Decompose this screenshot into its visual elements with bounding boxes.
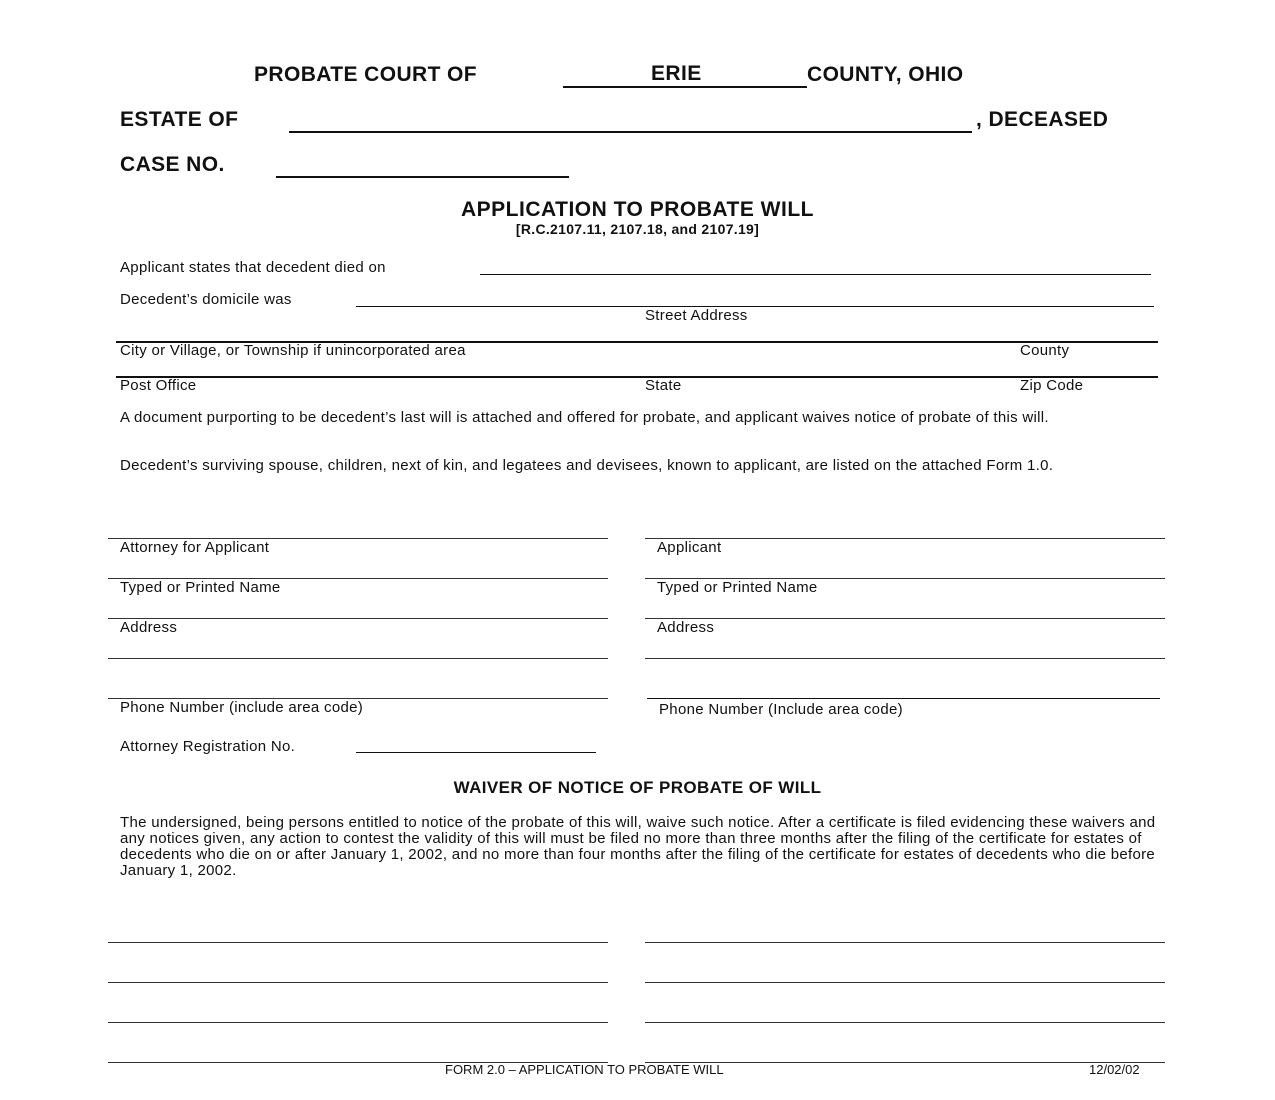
waiver-paragraph: The undersigned, being persons entitled to notice of the probate of this will, waive such notice. After a certificate is filed evidencing these waivers and any notices given, any action to contest the validity of this will must be filed no more than three months after the filing of the certificate for estates of decedents who die on or after January 1, 2002, and no more than four months after the filing of the certificate for estates of decedents who die before January 1, 2002. <box>120 814 1156 879</box>
domicile-field[interactable] <box>356 306 1154 307</box>
applicant-phone-line[interactable] <box>647 698 1160 699</box>
case-label: CASE NO. <box>120 153 225 176</box>
attorney-address-label: Address <box>120 619 178 636</box>
waiver-signature-line[interactable] <box>108 942 608 943</box>
attorney-phone-label: Phone Number (include area code) <box>120 699 364 716</box>
waiver-signature-line[interactable] <box>108 1022 608 1023</box>
waiver-heading: WAIVER OF NOTICE OF PROBATE OF WILL <box>453 778 822 797</box>
applicant-address-line-2[interactable] <box>645 658 1165 659</box>
waiver-signature-line[interactable] <box>108 982 608 983</box>
applicant-name-label: Typed or Printed Name <box>657 579 818 596</box>
postal-field[interactable] <box>116 376 1158 378</box>
applicant-phone-label: Phone Number (Include area code) <box>659 701 903 718</box>
registration-label: Attorney Registration No. <box>120 738 296 755</box>
waiver-signature-line[interactable] <box>645 1022 1165 1023</box>
court-prefix: PROBATE COURT OF <box>254 63 478 86</box>
court-suffix: COUNTY, OHIO <box>807 63 964 86</box>
domicile-label: Decedent’s domicile was <box>120 291 292 308</box>
form-date: 12/02/02 <box>1089 1062 1140 1077</box>
city-caption: City or Village, or Township if unincorporated area <box>120 342 466 359</box>
applicant-address-line[interactable] <box>645 618 1165 619</box>
attorney-address-line-2[interactable] <box>108 658 608 659</box>
applicant-label: Applicant <box>657 539 722 556</box>
survivors-paragraph: Decedent’s surviving spouse, children, next of kin, and legatees and devisees, known to applicant, are listed on the attached Form 1.0. <box>120 457 1054 474</box>
registration-field[interactable] <box>356 752 596 753</box>
case-number-field[interactable] <box>276 153 569 178</box>
street-caption: Street Address <box>645 307 748 324</box>
page-title: APPLICATION TO PROBATE WILL <box>461 198 814 221</box>
offer-paragraph: A document purporting to be decedent’s last will is attached and offered for probate, and applicant waives notice of probate of this will. <box>120 409 1049 426</box>
died-on-label: Applicant states that decedent died on <box>120 259 386 276</box>
attorney-label: Attorney for Applicant <box>120 539 270 556</box>
county-field[interactable] <box>563 62 807 88</box>
attorney-address-line[interactable] <box>108 618 608 619</box>
state-caption: State <box>645 377 682 394</box>
waiver-signature-line[interactable] <box>645 942 1165 943</box>
applicant-signature-line[interactable] <box>645 538 1165 539</box>
attorney-name-label: Typed or Printed Name <box>120 579 281 596</box>
post-office-caption: Post Office <box>120 377 197 394</box>
applicant-address-label: Address <box>657 619 715 636</box>
estate-name-field[interactable] <box>289 108 972 133</box>
died-on-field[interactable] <box>480 274 1151 275</box>
form-footer: FORM 2.0 – APPLICATION TO PROBATE WILL <box>445 1062 724 1077</box>
zip-caption: Zip Code <box>1020 377 1084 394</box>
county-caption: County <box>1020 342 1070 359</box>
deceased-label: , DECEASED <box>976 108 1109 131</box>
statute-reference: [R.C.2107.11, 2107.18, and 2107.19] <box>515 221 760 237</box>
county-value: ERIE <box>651 62 702 85</box>
estate-label: ESTATE OF <box>120 108 239 131</box>
waiver-signature-line[interactable] <box>645 982 1165 983</box>
